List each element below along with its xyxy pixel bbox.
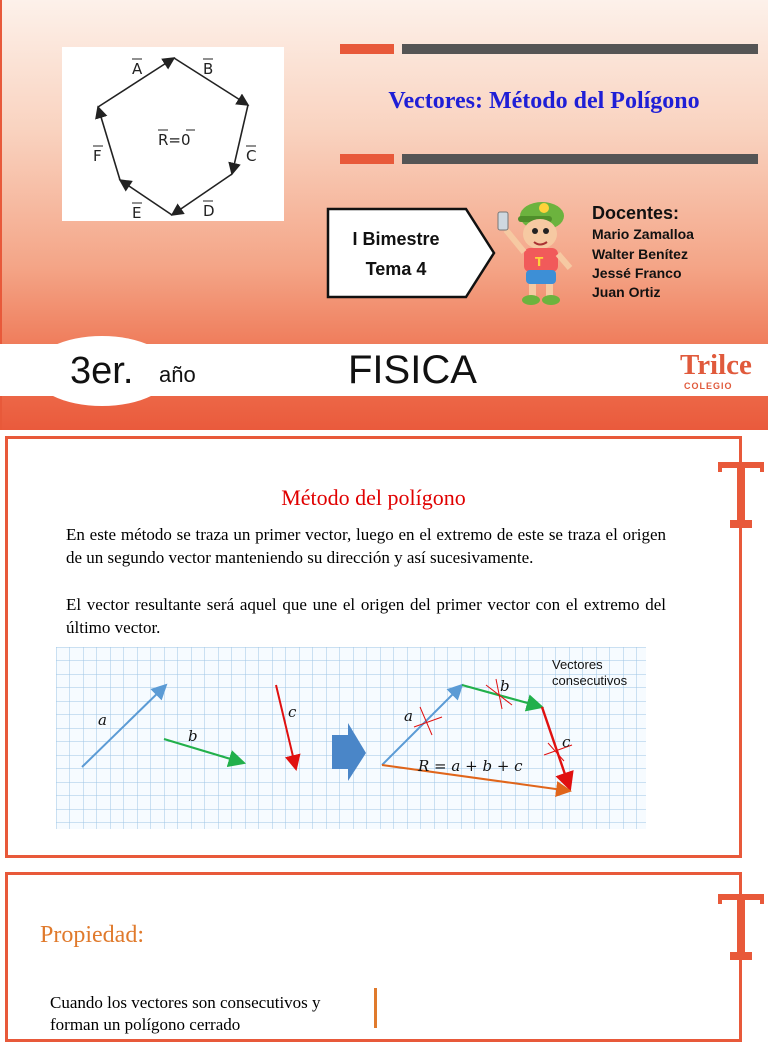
t-logo-icon [714,890,768,966]
vector-figure [56,647,646,829]
label-vector-a: a [98,711,107,729]
property-divider [374,988,377,1028]
label-c: C [246,147,257,165]
trilce-logo-sub: COLEGIO [684,381,733,391]
chain-label-c: c [562,733,571,751]
resultant-equation: R = a + b + c [418,757,523,775]
label-e: E [132,204,142,221]
polygon-svg [62,47,284,221]
accent-bar-bottom-left [340,154,394,164]
t-logo-icon [714,458,768,534]
property-text: Cuando los vectores son consecutivos y forman un polígono cerrado [50,993,321,1034]
tema-label: Tema 4 [365,259,427,279]
docente-name: Juan Ortiz [592,284,661,300]
svg-text:T: T [535,255,544,269]
docentes-heading: Docentes: [592,203,680,223]
grade-number: 3er. [70,350,134,392]
section-title: Método del polígono [281,485,466,510]
vector-d-line [172,174,232,215]
label-b: B [203,60,214,78]
label-f: F [93,147,102,165]
label-d: D [203,202,215,220]
method-paragraph-1: En este método se traza un primer vector, luego en el extremo de este se traza el origen de un segundo vector manteniendo su dirección y así sucesivamente. [66,525,666,567]
chain-label-b: b [500,677,510,695]
trilce-logo: Trilce [680,349,752,381]
docente-name: Mario Zamalloa [592,226,694,242]
docente-name: Walter Benítez [592,246,688,262]
dark-bar-bottom [402,154,758,164]
bimestre-label: I Bimestre [352,229,440,249]
figure-caption: Vectores consecutivos [552,657,628,688]
chain-label-a: a [404,707,413,725]
method-paragraph-2: El vector resultante será aquel que une el origen del primer vector con el extremo del último vector. [66,595,666,637]
resultant-label: R=0 [158,131,191,149]
bimestre-box [326,207,496,299]
grade-word: año [159,362,196,387]
docente-name: Jessé Franco [592,265,682,281]
label-vector-c: c [288,703,297,721]
property-title: Propiedad: [40,922,144,948]
dark-bar-top [402,44,758,54]
label-a: A [132,60,143,78]
vector-figure-svg [56,647,646,829]
accent-bar-top-left [340,44,394,54]
presentation-title: Vectores: Método del Polígono [388,88,700,114]
vector-e-line [120,180,172,215]
subject-title: FISICA [348,348,477,392]
mascot-illustration [494,190,578,308]
label-vector-b: b [188,727,198,745]
polygon-diagram [62,47,284,221]
vector-f-line [98,107,120,180]
